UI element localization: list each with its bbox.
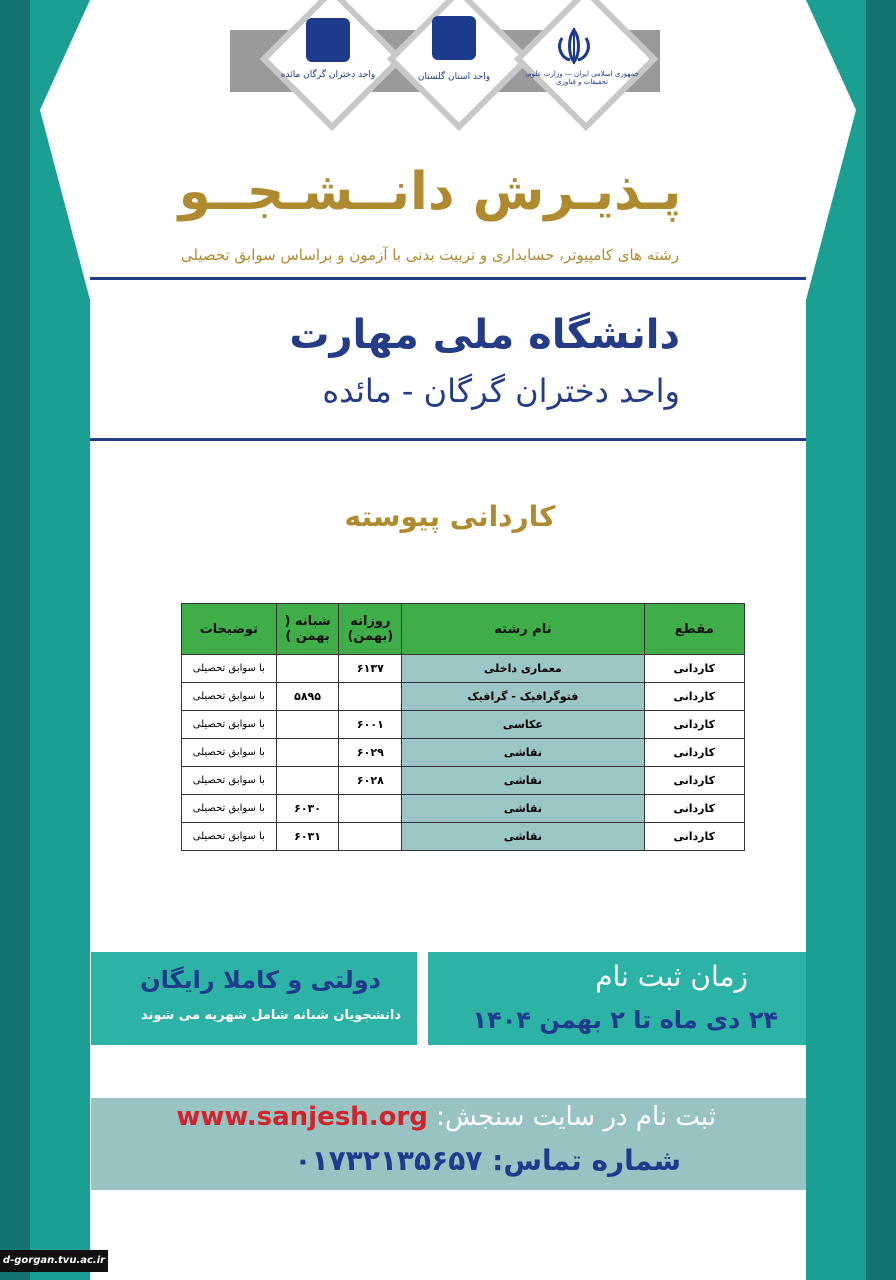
contact-box: [91, 1098, 806, 1190]
cell-day: [339, 683, 402, 711]
cell-evening: ۵۸۹۵: [276, 683, 339, 711]
cell-notes: با سوابق تحصیلی: [182, 683, 277, 711]
cell-degree: کاردانی: [644, 711, 744, 739]
cell-notes: با سوابق تحصیلی: [182, 711, 277, 739]
header-degree: مقطع: [644, 604, 744, 655]
cell-day: ۶۰۰۱: [339, 711, 402, 739]
phone-number: ۰۱۷۳۲۱۳۵۶۵۷: [294, 1144, 483, 1177]
table-row: [182, 739, 745, 767]
iran-emblem-icon: [554, 26, 594, 66]
cell-degree: کاردانی: [644, 795, 744, 823]
table-row: [182, 683, 745, 711]
program-level: کاردانی پیوسته: [344, 500, 556, 533]
registration-title: زمان ثبت نام: [595, 960, 748, 993]
cell-notes: با سوابق تحصیلی: [182, 767, 277, 795]
cell-day: ۶۱۳۷: [339, 655, 402, 683]
table-header-row: [182, 604, 745, 655]
table-row: [182, 823, 745, 851]
registration-dates: ۲۴ دی ماه تا ۲ بهمن ۱۴۰۴: [472, 1006, 778, 1034]
university-branch: واحد دختران گرگان - مائده: [322, 372, 680, 410]
site-label: ثبت نام در سایت سنجش:: [436, 1102, 716, 1132]
header-field: نام رشته: [402, 604, 644, 655]
cell-degree: کاردانی: [644, 767, 744, 795]
tuition-title: دولتی و کاملا رایگان: [140, 966, 381, 994]
tuition-note: دانشجویان شبانه شامل شهریه می شوند: [140, 1008, 401, 1023]
cell-field: فتوگرافیک - گرافیک: [402, 683, 644, 711]
cell-day: ۶۰۲۸: [339, 767, 402, 795]
cell-degree: کاردانی: [644, 655, 744, 683]
cell-evening: ۶۰۳۱: [276, 823, 339, 851]
header-day: روزانه (بهمن): [339, 604, 402, 655]
phone-line: [91, 1144, 681, 1177]
cell-evening: [276, 739, 339, 767]
header-notes: توضیحات: [182, 604, 277, 655]
maedeh-seal-icon: [306, 18, 350, 62]
cell-notes: با سوابق تحصیلی: [182, 823, 277, 851]
site-watermark: d-gorgan.tvu.ac.ir: [0, 1250, 108, 1272]
table-row: [182, 795, 745, 823]
cell-field: نقاشی: [402, 823, 644, 851]
cell-field: معماری داخلی: [402, 655, 644, 683]
cell-notes: با سوابق تحصیلی: [182, 655, 277, 683]
site-line: [91, 1102, 716, 1132]
cell-notes: با سوابق تحصیلی: [182, 795, 277, 823]
cell-day: [339, 823, 402, 851]
cell-evening: [276, 655, 339, 683]
cell-degree: کاردانی: [644, 739, 744, 767]
programs-table: [181, 603, 745, 851]
cell-evening: ۶۰۳۰: [276, 795, 339, 823]
top-divider: [90, 277, 806, 280]
table-row: [182, 655, 745, 683]
golestan-logo-caption: واحد استان گلستان: [417, 72, 491, 82]
golestan-seal-icon: [432, 16, 476, 60]
emblem-caption: جمهوری اسلامی ایران — وزارت علوم، تحقیقات و فناوری: [525, 70, 639, 86]
cell-day: [339, 795, 402, 823]
cell-degree: کاردانی: [644, 683, 744, 711]
university-name: دانشگاه ملی مهارت: [289, 312, 680, 358]
phone-label: شماره تماس:: [492, 1144, 681, 1177]
maedeh-logo-caption: واحد دختران گرگان مائده: [280, 70, 376, 80]
header-evening: شبانه ( بهمن ): [276, 604, 339, 655]
bottom-divider: [90, 438, 806, 441]
tuition-box: [91, 952, 417, 1045]
page-title: پـذیـرش دانــشـجــو: [178, 162, 682, 222]
cell-day: ۶۰۲۹: [339, 739, 402, 767]
cell-field: نقاشی: [402, 739, 644, 767]
cell-field: عکاسی: [402, 711, 644, 739]
cell-degree: کاردانی: [644, 823, 744, 851]
cell-field: نقاشی: [402, 795, 644, 823]
cell-notes: با سوابق تحصیلی: [182, 739, 277, 767]
registration-box: [428, 952, 806, 1045]
table-row: [182, 711, 745, 739]
cell-evening: [276, 711, 339, 739]
site-url-link[interactable]: www.sanjesh.org: [176, 1102, 428, 1132]
cell-evening: [276, 767, 339, 795]
page-subtitle: رشته های کامپیوتر، حسابداری و تربیت بدنی با آزمون و براساس سوابق تحصیلی: [180, 246, 680, 264]
cell-field: نقاشی: [402, 767, 644, 795]
table-row: [182, 767, 745, 795]
